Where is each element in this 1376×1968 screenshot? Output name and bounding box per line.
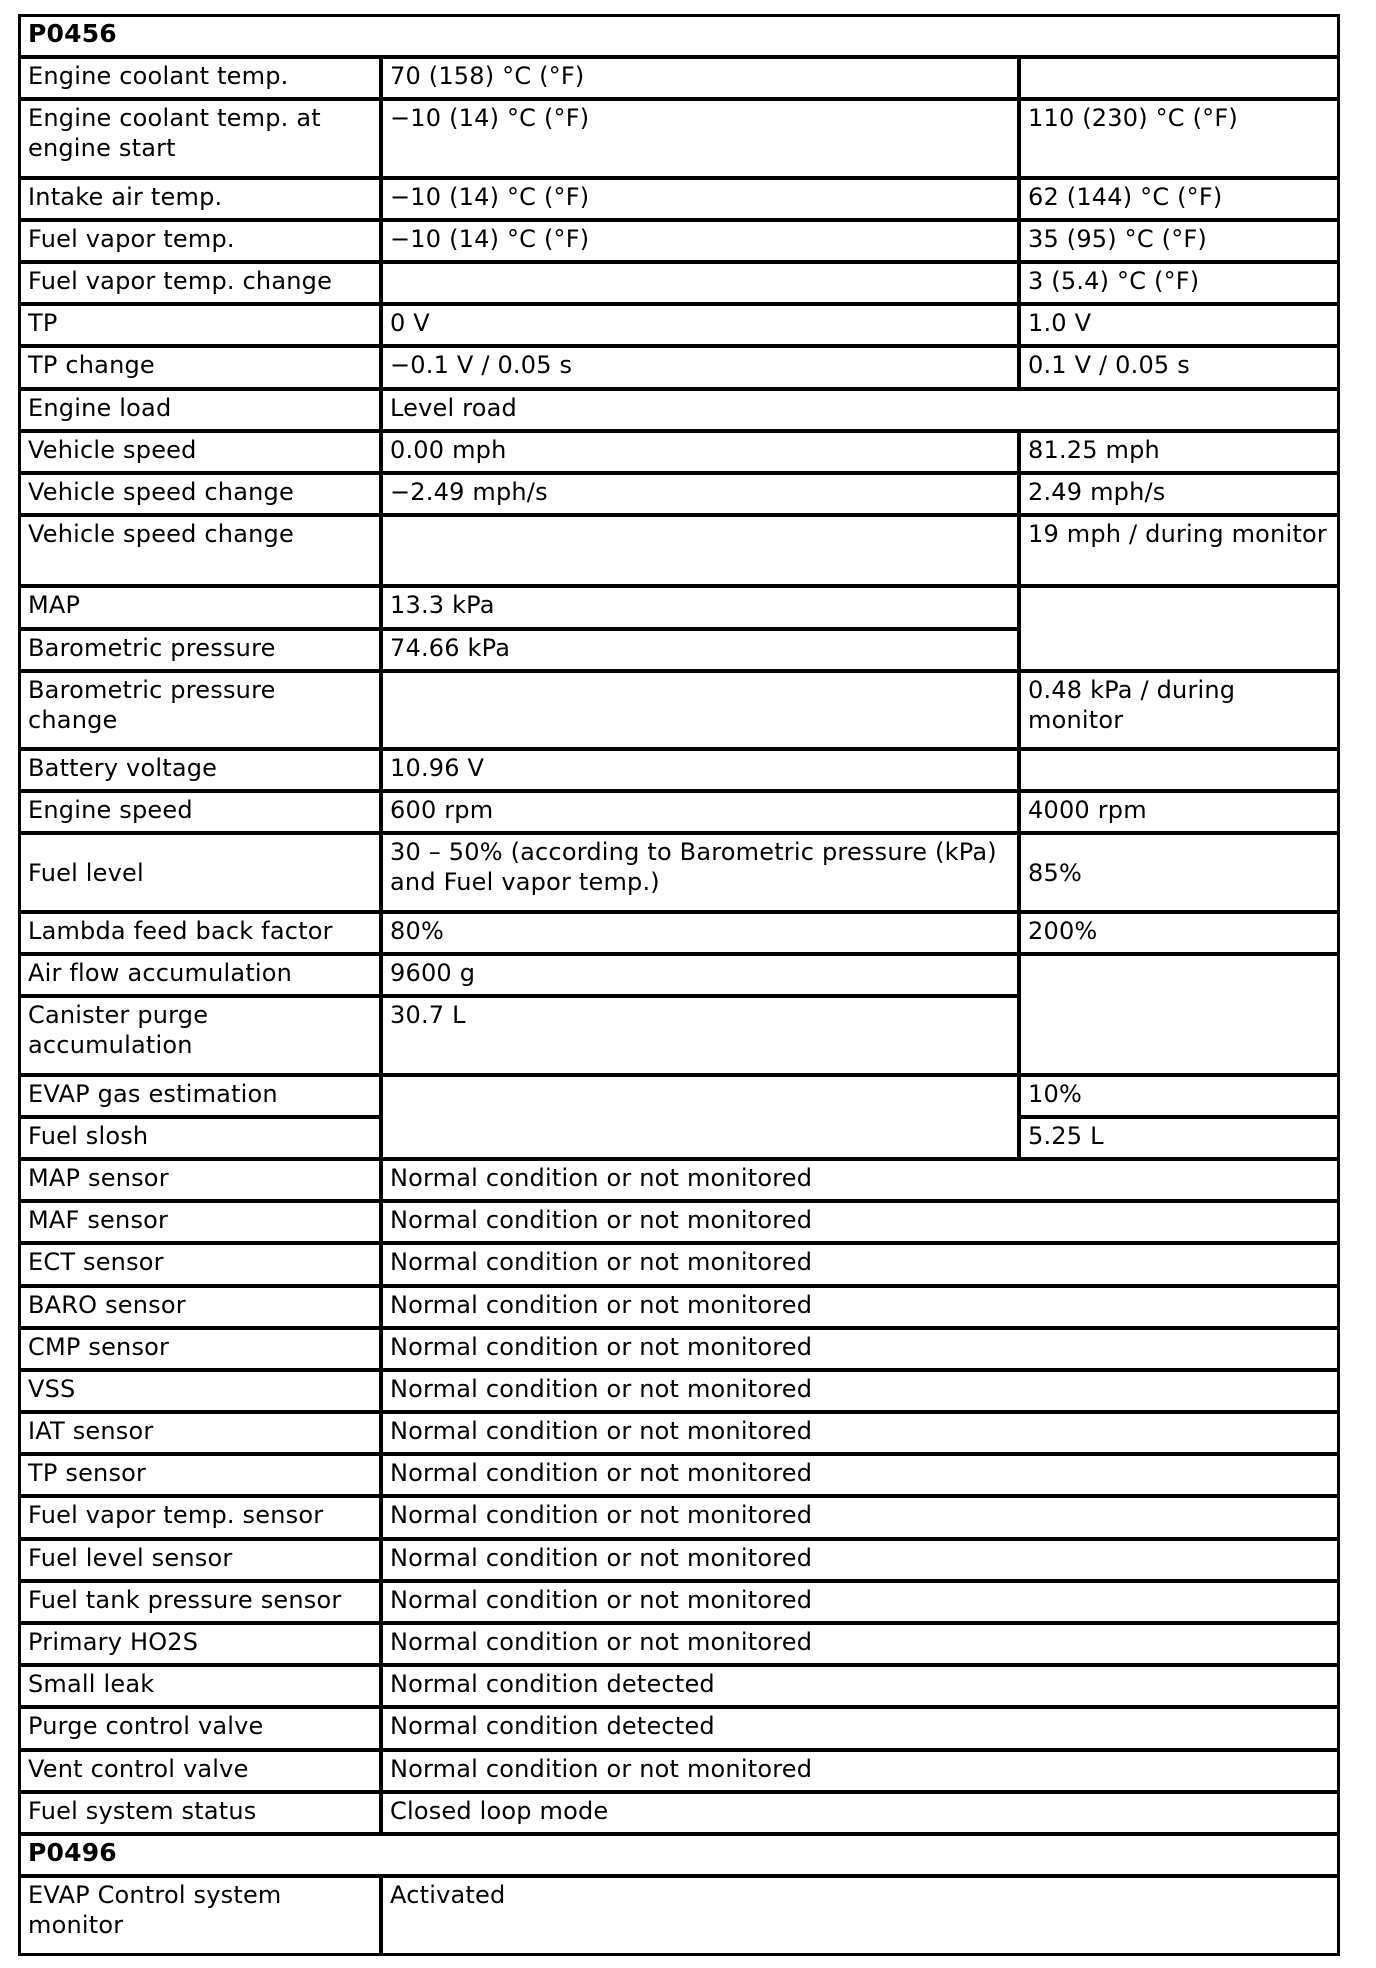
condition-value: Normal condition or not monitored: [381, 1328, 1339, 1370]
table-row: [19, 1665, 1339, 1707]
maximum-value: [1019, 749, 1339, 791]
parameter-name: Vehicle speed change: [19, 515, 381, 586]
parameter-name: Canister purge accumulation: [19, 996, 381, 1074]
parameter-name: BARO sensor: [19, 1286, 381, 1328]
parameter-name: Fuel level: [19, 833, 381, 911]
minimum-value: −0.1 V / 0.05 s: [381, 346, 1019, 388]
parameter-name: Fuel slosh: [19, 1117, 381, 1159]
table-row: [19, 431, 1339, 473]
minimum-value: 30 – 50% (according to Barometric pressure (kPa) and Fuel vapor temp.): [381, 833, 1019, 911]
table-row: [19, 262, 1339, 304]
condition-value: Normal condition or not monitored: [381, 1581, 1339, 1623]
parameter-name: VSS: [19, 1370, 381, 1412]
table-row: [19, 1581, 1339, 1623]
condition-value: Normal condition or not monitored: [381, 1370, 1339, 1412]
minimum-value: 74.66 kPa: [381, 629, 1019, 671]
parameter-name: Engine speed: [19, 791, 381, 833]
parameter-name: TP sensor: [19, 1454, 381, 1496]
table-row: [19, 1201, 1339, 1243]
parameter-name: Engine load: [19, 389, 381, 431]
table-row: [19, 1243, 1339, 1285]
table-row: [19, 1623, 1339, 1665]
minimum-value: −2.49 mph/s: [381, 473, 1019, 515]
parameter-name: Fuel tank pressure sensor: [19, 1581, 381, 1623]
maximum-value: 0.1 V / 0.05 s: [1019, 346, 1339, 388]
minimum-value: [381, 671, 1019, 749]
parameter-name: Intake air temp.: [19, 178, 381, 220]
condition-value: Normal condition or not monitored: [381, 1496, 1339, 1538]
table-row: [19, 1370, 1339, 1412]
section-code: P0496: [19, 1834, 1339, 1876]
parameter-name: Purge control valve: [19, 1707, 381, 1749]
condition-value: Normal condition or not monitored: [381, 1750, 1339, 1792]
parameter-name: Vehicle speed change: [19, 473, 381, 515]
minimum-value: 0 V: [381, 304, 1019, 346]
parameter-name: IAT sensor: [19, 1412, 381, 1454]
parameter-name: Vehicle speed: [19, 431, 381, 473]
maximum-value: 81.25 mph: [1019, 431, 1339, 473]
condition-value: Normal condition or not monitored: [381, 1159, 1339, 1201]
table-row: [19, 57, 1339, 99]
maximum-value: 200%: [1019, 912, 1339, 954]
table-row: [19, 304, 1339, 346]
condition-value: Closed loop mode: [381, 1792, 1339, 1834]
condition-value: Normal condition or not monitored: [381, 1412, 1339, 1454]
parameter-name: Barometric pressure change: [19, 671, 381, 749]
minimum-value: 30.7 L: [381, 996, 1019, 1074]
table-row: [19, 749, 1339, 791]
parameter-name: Fuel vapor temp.: [19, 220, 381, 262]
table-row: [19, 1876, 1339, 1955]
condition-value: Normal condition detected: [381, 1707, 1339, 1749]
condition-value: Normal condition or not monitored: [381, 1201, 1339, 1243]
maximum-value: 62 (144) °C (°F): [1019, 178, 1339, 220]
parameter-name: MAP: [19, 586, 381, 628]
table-row: [19, 389, 1339, 431]
minimum-value: −10 (14) °C (°F): [381, 220, 1019, 262]
section-header-row: [19, 1834, 1339, 1876]
empty-maximum-cell: [1019, 586, 1339, 670]
condition-value: Normal condition or not monitored: [381, 1286, 1339, 1328]
minimum-value: 600 rpm: [381, 791, 1019, 833]
parameter-name: Primary HO2S: [19, 1623, 381, 1665]
table-row: [19, 954, 1339, 996]
parameter-name: MAF sensor: [19, 1201, 381, 1243]
parameter-name: EVAP Control system monitor: [19, 1876, 381, 1955]
table-row: [19, 1286, 1339, 1328]
condition-value: Normal condition or not monitored: [381, 1623, 1339, 1665]
condition-value: Normal condition detected: [381, 1665, 1339, 1707]
table-row: [19, 178, 1339, 220]
table-row: [19, 1075, 1339, 1117]
maximum-value: 10%: [1019, 1075, 1339, 1117]
section-header-row: [19, 15, 1339, 57]
parameter-name: MAP sensor: [19, 1159, 381, 1201]
table-row: [19, 833, 1339, 911]
table-row: [19, 791, 1339, 833]
parameter-name: CMP sensor: [19, 1328, 381, 1370]
parameter-name: TP change: [19, 346, 381, 388]
parameter-name: TP: [19, 304, 381, 346]
table-row: [19, 1412, 1339, 1454]
table-row: [19, 912, 1339, 954]
table-row: [19, 1707, 1339, 1749]
minimum-value: 10.96 V: [381, 749, 1019, 791]
condition-value: Level road: [381, 389, 1339, 431]
parameter-name: Lambda feed back factor: [19, 912, 381, 954]
minimum-value: 13.3 kPa: [381, 586, 1019, 628]
empty-maximum-cell: [1019, 954, 1339, 1075]
minimum-value: 70 (158) °C (°F): [381, 57, 1019, 99]
minimum-value: −10 (14) °C (°F): [381, 178, 1019, 220]
table-row: [19, 515, 1339, 586]
minimum-value: 9600 g: [381, 954, 1019, 996]
maximum-value: 3 (5.4) °C (°F): [1019, 262, 1339, 304]
table-row: [19, 1159, 1339, 1201]
table-row: [19, 1539, 1339, 1581]
monitor-conditions-table: [18, 14, 1340, 1956]
table-row: [19, 1750, 1339, 1792]
maximum-value: [1019, 57, 1339, 99]
parameter-name: Fuel vapor temp. change: [19, 262, 381, 304]
maximum-value: 19 mph / during monitor: [1019, 515, 1339, 586]
table-row: [19, 1328, 1339, 1370]
table-row: [19, 473, 1339, 515]
parameter-name: Engine coolant temp. at engine start: [19, 99, 381, 177]
condition-value: Activated: [381, 1876, 1339, 1955]
empty-minimum-cell: [381, 1075, 1019, 1159]
table-row: [19, 1454, 1339, 1496]
minimum-value: 0.00 mph: [381, 431, 1019, 473]
table-row: [19, 586, 1339, 628]
table-row: [19, 1792, 1339, 1834]
maximum-value: 110 (230) °C (°F): [1019, 99, 1339, 177]
condition-value: Normal condition or not monitored: [381, 1243, 1339, 1285]
parameter-name: Small leak: [19, 1665, 381, 1707]
table-row: [19, 671, 1339, 749]
parameter-name: ECT sensor: [19, 1243, 381, 1285]
parameter-name: Vent control valve: [19, 1750, 381, 1792]
parameter-name: Fuel vapor temp. sensor: [19, 1496, 381, 1538]
minimum-value: −10 (14) °C (°F): [381, 99, 1019, 177]
maximum-value: 0.48 kPa / during monitor: [1019, 671, 1339, 749]
table-row: [19, 220, 1339, 262]
minimum-value: [381, 262, 1019, 304]
parameter-name: Fuel system status: [19, 1792, 381, 1834]
maximum-value: 2.49 mph/s: [1019, 473, 1339, 515]
maximum-value: 35 (95) °C (°F): [1019, 220, 1339, 262]
condition-value: Normal condition or not monitored: [381, 1454, 1339, 1496]
table-row: [19, 346, 1339, 388]
parameter-name: Air flow accumulation: [19, 954, 381, 996]
maximum-value: 1.0 V: [1019, 304, 1339, 346]
parameter-name: Battery voltage: [19, 749, 381, 791]
parameter-name: Engine coolant temp.: [19, 57, 381, 99]
table-row: [19, 99, 1339, 177]
maximum-value: 85%: [1019, 833, 1339, 911]
table-row: [19, 1496, 1339, 1538]
parameter-name: Barometric pressure: [19, 629, 381, 671]
section-code: P0456: [19, 15, 1339, 57]
parameter-name: EVAP gas estimation: [19, 1075, 381, 1117]
condition-value: Normal condition or not monitored: [381, 1539, 1339, 1581]
minimum-value: [381, 515, 1019, 586]
maximum-value: 4000 rpm: [1019, 791, 1339, 833]
parameter-name: Fuel level sensor: [19, 1539, 381, 1581]
maximum-value: 5.25 L: [1019, 1117, 1339, 1159]
minimum-value: 80%: [381, 912, 1019, 954]
